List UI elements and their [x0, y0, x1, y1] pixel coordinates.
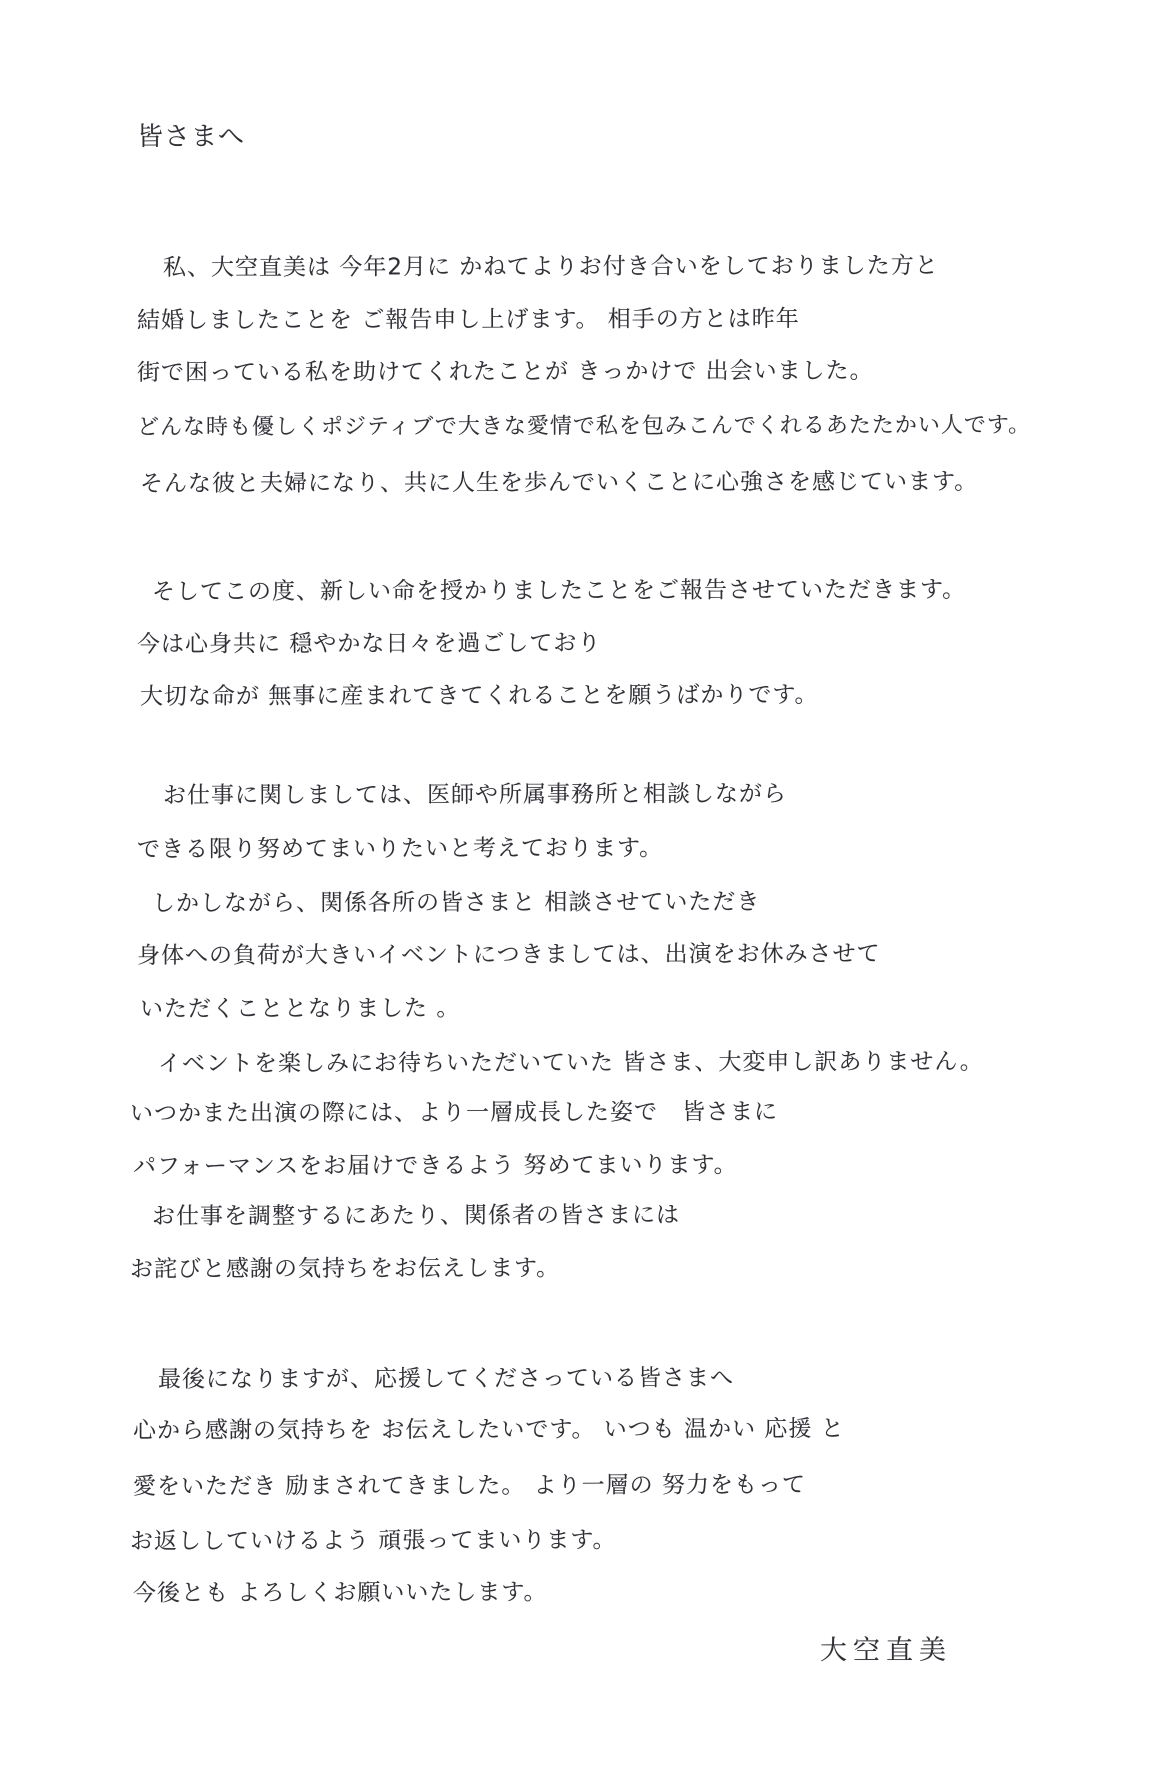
- letter-line: 今後とも よろしくお願いいたします。: [132, 1579, 548, 1607]
- letter-line: 結婚しましたことを ご報告申し上げます。 相手の方とは昨年: [136, 306, 800, 334]
- letter-signature: 大空直美: [819, 1634, 953, 1667]
- letter-line: 愛をいただき 励まされてきました。 より一層の 努力をもって: [132, 1472, 806, 1500]
- letter-line: いただくこととなりました 。: [139, 995, 461, 1023]
- letter-line: 身体への負荷が大きいイベントにつきましては、出演をお休みさせて: [136, 941, 881, 969]
- letter-line: 最後になりますが、応援してくださっている皆さまへ: [157, 1365, 735, 1393]
- letter-line: お仕事に関しましては、医師や所属事務所と相談しながら: [162, 781, 788, 809]
- letter-line: いつかまた出演の際には、より一層成長した姿で 皆さまに: [129, 1099, 779, 1127]
- letter-line: 心から感謝の気持ちを お伝えしたいです。 いつも 温かい 応援 と: [132, 1416, 845, 1444]
- letter-line: そんな彼と夫婦になり、共に人生を歩んでいくことに心強さを感じています。: [139, 468, 979, 498]
- letter-line: 街で困っている私を助けてくれたことが きっかけで 出会いました。: [136, 358, 874, 386]
- letter-line: パフォーマンスをお届けできるよう 努めてまいります。: [132, 1152, 738, 1180]
- letter-line: お仕事を調整するにあたり、関係者の皆さまには: [151, 1202, 681, 1230]
- letter-line: 大切な命が 無事に産まれてきてくれることを願うばかりです。: [139, 682, 819, 710]
- letter-salutation: 皆さまへ: [136, 121, 246, 153]
- letter-line: 今は心身共に 穏やかな日々を過ごしており: [136, 630, 602, 658]
- letter-line: できる限り努めてまいりたいと考えております。: [136, 835, 664, 863]
- letter-line: 私、大空直美は 今年2月に かねてよりお付き合いをしておりました方と: [162, 252, 939, 282]
- letter-line: イベントを楽しみにお待ちいただいていた 皆さま、大変申し訳ありません。: [157, 1048, 984, 1078]
- letter-line: お詫びと感謝の気持ちをお伝えします。: [129, 1255, 561, 1283]
- letter-line: そしてこの度、新しい命を授かりましたことをご報告させていただきます。: [151, 576, 967, 606]
- letter-line: どんな時も優しくポジティブで大きな愛情で私を包みこんでくれるあたたかい人です。: [136, 412, 1032, 441]
- letter-line: しかしながら、関係各所の皆さまと 相談させていただき: [151, 889, 761, 917]
- letter-line: お返ししていけるよう 頑張ってまいります。: [129, 1527, 617, 1555]
